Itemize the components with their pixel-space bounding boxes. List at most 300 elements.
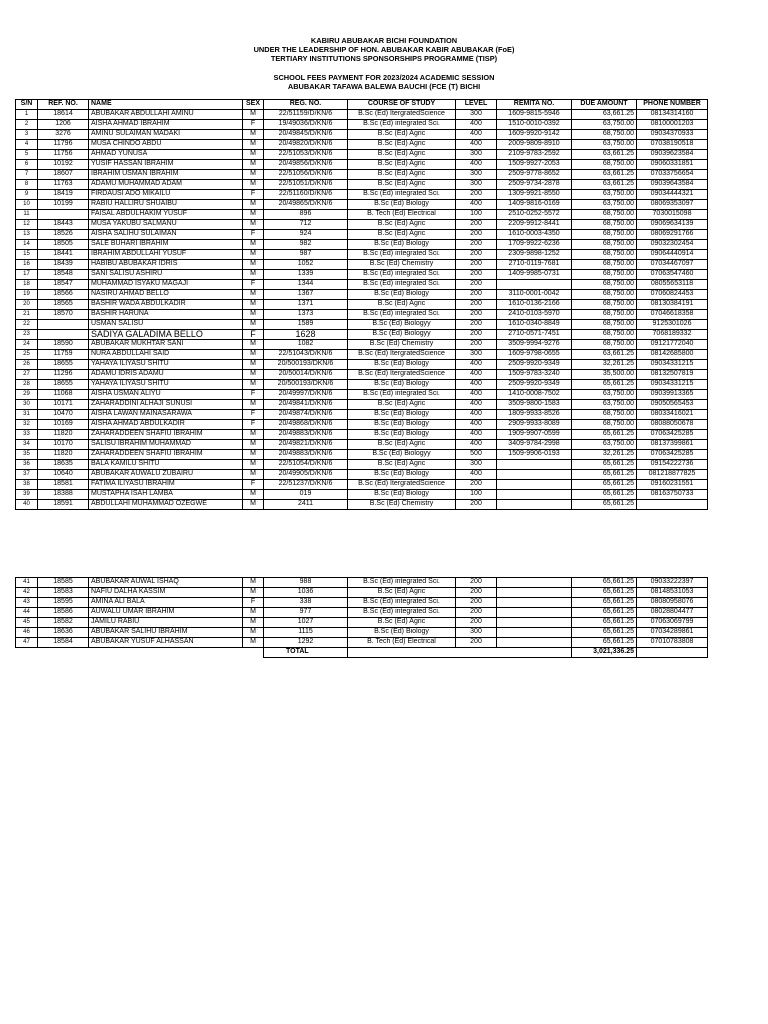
cell-due-amount: 65,661.25 xyxy=(572,430,637,440)
cell-ref-no: 10170 xyxy=(38,440,89,450)
cell-remita-no xyxy=(497,578,572,588)
cell-reg-no: 20/49821/D/KN/6 xyxy=(264,440,348,450)
cell-sex: F xyxy=(243,480,264,490)
cell-sex: M xyxy=(243,500,264,510)
cell-course: B.Sc (Ed) integrated Sci. xyxy=(348,120,456,130)
cell-sn: 40 xyxy=(16,500,38,510)
cell-sn: 6 xyxy=(16,160,38,170)
table-row xyxy=(16,350,708,360)
cell-name: IBRAHIM ABDULLAHI YUSUF xyxy=(89,250,243,260)
cell-ref-no: 18607 xyxy=(38,170,89,180)
cell-course: B.Sc (Ed) integrated Sci. xyxy=(348,390,456,400)
cell-name: NAFIU DALHA KASSIM xyxy=(89,588,243,598)
cell-level: 200 xyxy=(456,638,497,648)
cell-course: B.Sc (Ed) Agric xyxy=(348,588,456,598)
cell-level: 400 xyxy=(456,420,497,430)
cell-name: ZAHARADDEEN SHAFIU IBRAHIM xyxy=(89,430,243,440)
table-row xyxy=(16,180,708,190)
cell-reg-no: 20/49883/D/KN/6 xyxy=(264,450,348,460)
cell-sn: 30 xyxy=(16,400,38,410)
cell-course: B.Sc (Ed) Agric xyxy=(348,170,456,180)
cell-name: RABIU HALLIRU SHUAIBU xyxy=(89,200,243,210)
cell-ref-no: 18655 xyxy=(38,360,89,370)
cell-sex: M xyxy=(243,628,264,638)
cell-remita-no xyxy=(497,470,572,480)
cell-sex: M xyxy=(243,150,264,160)
table-row xyxy=(16,150,708,160)
cell-sex: M xyxy=(243,618,264,628)
cell-phone: 7068189332 xyxy=(637,330,708,340)
table-row xyxy=(16,140,708,150)
cell-course: B.Sc (Ed) integrated Sci. xyxy=(348,310,456,320)
cell-sn: 2 xyxy=(16,120,38,130)
table-row xyxy=(16,280,708,290)
table-row xyxy=(16,120,708,130)
cell-level: 400 xyxy=(456,440,497,450)
cell-course: B.Sc (Ed) Biology xyxy=(348,490,456,500)
cell-level: 400 xyxy=(456,200,497,210)
cell-due-amount: 65,661.25 xyxy=(572,380,637,390)
cell-name: FIRDAUSI ADO MIKAILU xyxy=(89,190,243,200)
cell-name: IBRAHIM USMAN IBRAHIM xyxy=(89,170,243,180)
cell-due-amount: 63,750.00 xyxy=(572,190,637,200)
fees-table-continued-body xyxy=(16,578,708,648)
cell-reg-no: 20/49868/D/KN/6 xyxy=(264,420,348,430)
cell-remita-no: 1510-0010-0392 xyxy=(497,120,572,130)
cell-sn: 13 xyxy=(16,230,38,240)
table-row xyxy=(16,230,708,240)
cell-name: FATIMA ILIYASU IBRAHIM xyxy=(89,480,243,490)
cell-reg-no: 19/49036/D/KN/6 xyxy=(264,120,348,130)
header-due-amount: DUE AMOUNT xyxy=(572,100,637,110)
cell-reg-no: 1115 xyxy=(264,628,348,638)
foundation-title: KABIRU ABUBAKAR BICHI FOUNDATION xyxy=(310,36,458,45)
cell-due-amount: 68,750.00 xyxy=(572,130,637,140)
cell-level: 400 xyxy=(456,370,497,380)
cell-ref-no: 18526 xyxy=(38,230,89,240)
cell-remita-no: 2410-0103-5970 xyxy=(497,310,572,320)
cell-reg-no: 1036 xyxy=(264,588,348,598)
cell-ref-no: 18586 xyxy=(38,608,89,618)
cell-course: B. Tech (Ed) Electrical xyxy=(348,210,456,220)
total-spacer xyxy=(89,648,243,658)
cell-name: AHMAD YUNUSA xyxy=(89,150,243,160)
cell-sn: 26 xyxy=(16,360,38,370)
cell-reg-no: 20/49845/D/KN/6 xyxy=(264,130,348,140)
cell-level: 300 xyxy=(456,110,497,120)
table-row xyxy=(16,598,708,608)
cell-level: 200 xyxy=(456,330,497,340)
cell-level: 400 xyxy=(456,390,497,400)
cell-sex: M xyxy=(243,310,264,320)
cell-name: AISHA AHMAD IBRAHIM xyxy=(89,120,243,130)
cell-sn: 44 xyxy=(16,608,38,618)
table-row xyxy=(16,320,708,330)
cell-due-amount: 35,500.00 xyxy=(572,370,637,380)
cell-name: SALISU IBRAHIM MUHAMMAD xyxy=(89,440,243,450)
total-spacer xyxy=(637,648,708,658)
cell-remita-no: 2909-9933-8089 xyxy=(497,420,572,430)
cell-sn: 17 xyxy=(16,270,38,280)
cell-course: B.Sc (Ed) Agric xyxy=(348,220,456,230)
cell-course: B.Sc (Ed) Biology xyxy=(348,380,456,390)
cell-ref-no xyxy=(38,320,89,330)
table-row xyxy=(16,638,708,648)
cell-ref-no: 11068 xyxy=(38,390,89,400)
cell-reg-no: 1373 xyxy=(264,310,348,320)
cell-level: 200 xyxy=(456,588,497,598)
cell-phone: 09121772040 xyxy=(637,340,708,350)
cell-ref-no: 18583 xyxy=(38,588,89,598)
cell-sn: 18 xyxy=(16,280,38,290)
cell-level: 400 xyxy=(456,140,497,150)
cell-ref-no: 1206 xyxy=(38,120,89,130)
cell-reg-no: 20/49905/D/KN/6 xyxy=(264,470,348,480)
cell-due-amount: 65,661.25 xyxy=(572,480,637,490)
cell-due-amount: 68,750.00 xyxy=(572,410,637,420)
cell-due-amount: 65,661.25 xyxy=(572,500,637,510)
cell-course: B.Sc (Ed) Agric xyxy=(348,460,456,470)
cell-ref-no: 18655 xyxy=(38,380,89,390)
cell-sn: 19 xyxy=(16,290,38,300)
cell-phone: 08142685800 xyxy=(637,350,708,360)
cell-ref-no: 18419 xyxy=(38,190,89,200)
cell-level: 300 xyxy=(456,460,497,470)
cell-name: MUHAMMAD ISYAKU MAGAJI xyxy=(89,280,243,290)
cell-sn: 39 xyxy=(16,490,38,500)
cell-phone: 08137399861 xyxy=(637,440,708,450)
cell-due-amount: 65,661.25 xyxy=(572,638,637,648)
cell-reg-no: 924 xyxy=(264,230,348,240)
cell-phone: 07063069799 xyxy=(637,618,708,628)
cell-ref-no: 18547 xyxy=(38,280,89,290)
cell-name: YAHAYA ILIYASU SHITU xyxy=(89,360,243,370)
cell-remita-no xyxy=(497,500,572,510)
cell-ref-no: 18584 xyxy=(38,638,89,648)
cell-reg-no: 20/49841/D/KN/6 xyxy=(264,400,348,410)
cell-reg-no: 20/49997/D/KN/6 xyxy=(264,390,348,400)
cell-ref-no xyxy=(38,330,89,340)
header-remita-no: REMITA NO. xyxy=(497,100,572,110)
cell-level: 200 xyxy=(456,340,497,350)
cell-name: HABIBU ABUBAKAR IDRIS xyxy=(89,260,243,270)
cell-reg-no: 22/51051/D/KN/6 xyxy=(264,180,348,190)
cell-sex: M xyxy=(243,430,264,440)
cell-course: B.Sc (Ed) Chemistry xyxy=(348,500,456,510)
cell-remita-no: 1610-0003-4350 xyxy=(497,230,572,240)
cell-ref-no: 10199 xyxy=(38,200,89,210)
cell-level: 200 xyxy=(456,578,497,588)
cell-due-amount: 65,661.25 xyxy=(572,618,637,628)
programme-line: TERTIARY INSTITUTIONS SPONSORSHIPS PROGRAMME (TISP) xyxy=(270,54,498,63)
cell-sn: 45 xyxy=(16,618,38,628)
cell-level: 200 xyxy=(456,300,497,310)
table-row xyxy=(16,450,708,460)
cell-remita-no: 1609-9798-0655 xyxy=(497,350,572,360)
cell-ref-no: 18570 xyxy=(38,310,89,320)
cell-level: 500 xyxy=(456,450,497,460)
cell-due-amount: 32,261.25 xyxy=(572,360,637,370)
cell-sn: 22 xyxy=(16,320,38,330)
cell-ref-no: 18614 xyxy=(38,110,89,120)
cell-sex: M xyxy=(243,470,264,480)
cell-phone: 08088050678 xyxy=(637,420,708,430)
cell-course: B. Tech (Ed) Electrical xyxy=(348,638,456,648)
cell-remita-no: 1610-0340-8849 xyxy=(497,320,572,330)
table-row xyxy=(16,430,708,440)
cell-level: 400 xyxy=(456,470,497,480)
cell-phone: 08033416021 xyxy=(637,410,708,420)
cell-name: AISHA SALIHU SULAIMAN xyxy=(89,230,243,240)
cell-name: NASIRU AHMAD BELLO xyxy=(89,290,243,300)
cell-ref-no: 10169 xyxy=(38,420,89,430)
cell-sn: 28 xyxy=(16,380,38,390)
table-row xyxy=(16,340,708,350)
cell-name: AISHA AHMAD ABDULKADIR xyxy=(89,420,243,430)
cell-phone: 07063547460 xyxy=(637,270,708,280)
cell-due-amount: 68,750.00 xyxy=(572,290,637,300)
cell-phone: 08130384191 xyxy=(637,300,708,310)
cell-level: 200 xyxy=(456,618,497,628)
cell-course: B.Sc (Ed) Biologyy xyxy=(348,450,456,460)
cell-due-amount: 65,661.25 xyxy=(572,628,637,638)
cell-course: B.Sc (Ed) Chemistry xyxy=(348,260,456,270)
cell-remita-no: 2509-9778-8652 xyxy=(497,170,572,180)
cell-level: 300 xyxy=(456,350,497,360)
cell-sn: 21 xyxy=(16,310,38,320)
cell-sn: 33 xyxy=(16,430,38,440)
table-row xyxy=(16,380,708,390)
cell-course: B.Sc (Ed) Agric xyxy=(348,140,456,150)
cell-reg-no: 20/500193/DKN/6 xyxy=(264,380,348,390)
cell-sn: 5 xyxy=(16,150,38,160)
table-row xyxy=(16,410,708,420)
cell-phone: 09064440914 xyxy=(637,250,708,260)
cell-name: AISHA USMAN ALIYU xyxy=(89,390,243,400)
table-row xyxy=(16,440,708,450)
cell-sex: M xyxy=(243,270,264,280)
cell-reg-no: 22/51053/D/KN/6 xyxy=(264,150,348,160)
cell-sn: 14 xyxy=(16,240,38,250)
cell-ref-no: 18581 xyxy=(38,480,89,490)
cell-sn: 38 xyxy=(16,480,38,490)
cell-phone: 08132507819 xyxy=(637,370,708,380)
cell-due-amount: 68,750.00 xyxy=(572,340,637,350)
cell-reg-no: 20/49874/D/KN/6 xyxy=(264,410,348,420)
cell-sn: 31 xyxy=(16,410,38,420)
table-row xyxy=(16,300,708,310)
cell-reg-no: 22/51056/D/KN/6 xyxy=(264,170,348,180)
table-row xyxy=(16,200,708,210)
cell-ref-no: 18443 xyxy=(38,220,89,230)
cell-course: B.Sc (Ed) ItergratedScience xyxy=(348,110,456,120)
cell-sn: 35 xyxy=(16,450,38,460)
cell-name: ADAMU MUHAMMAD ADAM xyxy=(89,180,243,190)
cell-sn: 9 xyxy=(16,190,38,200)
cell-reg-no: 1027 xyxy=(264,618,348,628)
cell-course: B.Sc (Ed) integrated Sci. xyxy=(348,270,456,280)
cell-name: ABUBAKAR SALIHU IBRAHIM xyxy=(89,628,243,638)
cell-course: B.Sc (Ed) integrated Sci. xyxy=(348,280,456,290)
table-row xyxy=(16,110,708,120)
cell-phone: 09032302454 xyxy=(637,240,708,250)
cell-reg-no: 712 xyxy=(264,220,348,230)
cell-sex: M xyxy=(243,370,264,380)
cell-ref-no: 18590 xyxy=(38,340,89,350)
cell-sex: M xyxy=(243,170,264,180)
cell-due-amount: 68,750.00 xyxy=(572,250,637,260)
cell-sn: 3 xyxy=(16,130,38,140)
table-row xyxy=(16,370,708,380)
cell-reg-no: 1589 xyxy=(264,320,348,330)
cell-ref-no: 10171 xyxy=(38,400,89,410)
cell-name: ABUBAKAR MUKHTAR SANI xyxy=(89,340,243,350)
table-row xyxy=(16,270,708,280)
cell-sex: M xyxy=(243,210,264,220)
table-row xyxy=(16,260,708,270)
cell-remita-no xyxy=(497,588,572,598)
cell-course: B.Sc (Ed) Biology xyxy=(348,470,456,480)
cell-level: 200 xyxy=(456,320,497,330)
cell-reg-no: 20/49883/D/KN/6 xyxy=(264,430,348,440)
table-row xyxy=(16,210,708,220)
cell-name: NURA ABDULLAHI SAID xyxy=(89,350,243,360)
table-row xyxy=(16,130,708,140)
table-header-row xyxy=(16,100,708,110)
cell-ref-no xyxy=(38,210,89,220)
cell-remita-no: 2509-9920-9349 xyxy=(497,380,572,390)
session-title: SCHOOL FEES PAYMENT FOR 2023/2024 ACADEMIC SESSION xyxy=(273,73,495,82)
table-row xyxy=(16,360,708,370)
cell-reg-no: 22/51160/D/KN/6 xyxy=(264,190,348,200)
cell-level: 400 xyxy=(456,430,497,440)
cell-sn: 7 xyxy=(16,170,38,180)
cell-remita-no xyxy=(497,460,572,470)
cell-due-amount: 63,661.25 xyxy=(572,110,637,120)
table-row xyxy=(16,618,708,628)
cell-sn: 24 xyxy=(16,340,38,350)
cell-due-amount: 68,750.00 xyxy=(572,240,637,250)
table-row xyxy=(16,250,708,260)
cell-ref-no: 11820 xyxy=(38,430,89,440)
cell-level: 200 xyxy=(456,270,497,280)
cell-name: ABUBAKAR AUWALU ZUBAIRU xyxy=(89,470,243,480)
total-spacer xyxy=(348,648,456,658)
cell-remita-no: 1610-0136-2166 xyxy=(497,300,572,310)
cell-remita-no xyxy=(497,618,572,628)
cell-name: JAMILU RABIU xyxy=(89,618,243,628)
cell-due-amount: 68,750.00 xyxy=(572,220,637,230)
cell-sn: 20 xyxy=(16,300,38,310)
total-spacer xyxy=(497,648,572,658)
cell-reg-no: 1628 xyxy=(264,330,348,340)
table-row xyxy=(16,290,708,300)
cell-course: B.Sc (Ed) Biology xyxy=(348,628,456,638)
cell-level: 100 xyxy=(456,490,497,500)
total-spacer xyxy=(456,648,497,658)
cell-level: 300 xyxy=(456,150,497,160)
cell-course: B.Sc (Ed) Biology xyxy=(348,360,456,370)
cell-due-amount: 68,750.00 xyxy=(572,270,637,280)
cell-due-amount: 68,750.00 xyxy=(572,260,637,270)
cell-reg-no: 20/49865/D/KN/6 xyxy=(264,200,348,210)
cell-course: B.Sc (Ed) Agric xyxy=(348,130,456,140)
cell-sex: F xyxy=(243,420,264,430)
cell-due-amount: 68,750.00 xyxy=(572,310,637,320)
cell-level: 200 xyxy=(456,260,497,270)
cell-phone: 09069634139 xyxy=(637,220,708,230)
cell-level: 400 xyxy=(456,400,497,410)
cell-phone: 07038190518 xyxy=(637,140,708,150)
cell-remita-no: 1410-0008-7502 xyxy=(497,390,572,400)
cell-phone: 09160231551 xyxy=(637,480,708,490)
cell-remita-no xyxy=(497,280,572,290)
cell-due-amount: 63,661.25 xyxy=(572,350,637,360)
cell-reg-no: 1052 xyxy=(264,260,348,270)
cell-phone: 08069353097 xyxy=(637,200,708,210)
cell-remita-no: 2710-0571-7451 xyxy=(497,330,572,340)
cell-reg-no: 338 xyxy=(264,598,348,608)
cell-sex: M xyxy=(243,300,264,310)
cell-ref-no: 3276 xyxy=(38,130,89,140)
cell-remita-no: 2009-9809-8910 xyxy=(497,140,572,150)
cell-due-amount: 65,661.25 xyxy=(572,578,637,588)
cell-ref-no: 18565 xyxy=(38,300,89,310)
header-phone: PHONE NUMBER xyxy=(637,100,708,110)
cell-sex: M xyxy=(243,638,264,648)
cell-ref-no: 10192 xyxy=(38,160,89,170)
cell-course: B.Sc (Ed) integrated Sci. xyxy=(348,250,456,260)
cell-remita-no: 1509-9927-2053 xyxy=(497,160,572,170)
table-row xyxy=(16,460,708,470)
cell-course: B.Sc (Ed) integrated Sci. xyxy=(348,190,456,200)
cell-sex: M xyxy=(243,140,264,150)
cell-phone: 09034444321 xyxy=(637,190,708,200)
cell-phone: 08100001203 xyxy=(637,120,708,130)
cell-name: YAHAYA ILIYASU SHITU xyxy=(89,380,243,390)
cell-sex: M xyxy=(243,578,264,588)
cell-course: B.Sc (Ed) Agric xyxy=(348,440,456,450)
cell-sex: M xyxy=(243,130,264,140)
cell-sex: M xyxy=(243,110,264,120)
cell-name: USMAN SALISU xyxy=(89,320,243,330)
cell-level: 400 xyxy=(456,360,497,370)
cell-sex: F xyxy=(243,190,264,200)
cell-name: ABUBAKAR YUSUF ALHASSAN xyxy=(89,638,243,648)
cell-remita-no: 1809-9933-8526 xyxy=(497,410,572,420)
cell-name: SANI SALISU ASHIRU xyxy=(89,270,243,280)
cell-ref-no: 10640 xyxy=(38,470,89,480)
cell-ref-no: 18548 xyxy=(38,270,89,280)
cell-level: 200 xyxy=(456,310,497,320)
cell-due-amount: 32,261.25 xyxy=(572,450,637,460)
table-row xyxy=(16,420,708,430)
cell-sex: M xyxy=(243,200,264,210)
cell-phone: 09154222736 xyxy=(637,460,708,470)
table-row xyxy=(16,160,708,170)
total-spacer xyxy=(243,648,264,658)
cell-course: B.Sc (Ed) Chemistry xyxy=(348,340,456,350)
cell-sn: 25 xyxy=(16,350,38,360)
cell-course: B.Sc (Ed) ItergratedScience xyxy=(348,370,456,380)
cell-phone: 07010783808 xyxy=(637,638,708,648)
cell-name: FAISAL ABDULHAKIM YUSUF xyxy=(89,210,243,220)
cell-reg-no: 20/50014/D/KN/6 xyxy=(264,370,348,380)
fees-table-body xyxy=(16,110,708,510)
cell-remita-no xyxy=(497,608,572,618)
table-row xyxy=(16,170,708,180)
cell-ref-no: 11759 xyxy=(38,350,89,360)
